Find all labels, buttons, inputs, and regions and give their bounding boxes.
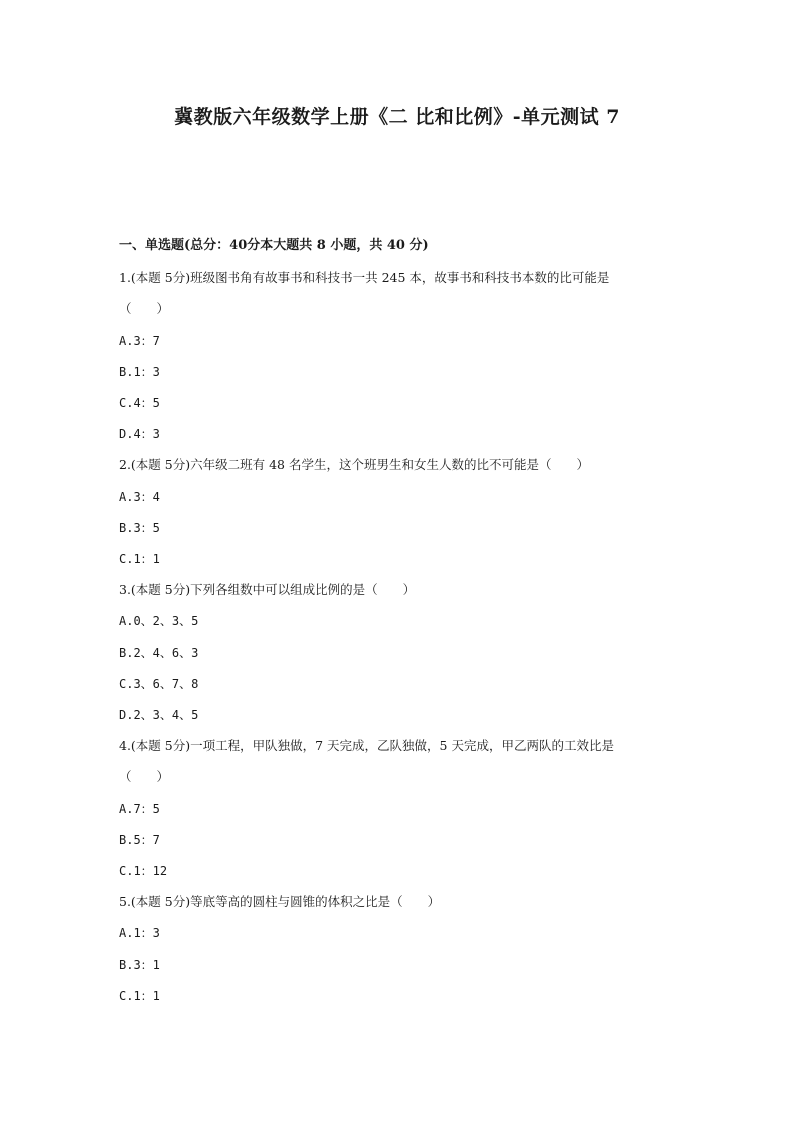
question-4-option-c: C.1：12 (119, 864, 168, 878)
question-5-stem: 5.(本题 5分)等底等高的圆柱与圆锥的体积之比是（ ） (119, 894, 441, 909)
document-title: 冀教版六年级数学上册《二 比和比例》-单元测试 7 (174, 106, 620, 128)
question-4-option-a: A.7：5 (119, 802, 160, 816)
question-1-option-c: C.4：5 (119, 396, 160, 410)
section-heading: 一、单选题(总分：40分本大题共 8 小题，共 40 分) (119, 238, 429, 253)
question-2-stem: 2.(本题 5分)六年级二班有 48 名学生，这个班男生和女生人数的比不可能是（ ） (119, 457, 589, 472)
question-5-option-a: A.1：3 (119, 926, 160, 940)
question-2-option-b: B.3：5 (119, 521, 160, 535)
question-1-option-a: A.3：7 (119, 334, 160, 348)
question-5-option-c: C.1：1 (119, 989, 160, 1003)
question-3-option-a: A.0、2、3、5 (119, 614, 199, 628)
question-1-option-d: D.4：3 (119, 427, 160, 441)
question-3-option-c: C.3、6、7、8 (119, 677, 199, 691)
question-1-stem: 1.(本题 5分)班级图书角有故事书和科技书一共 245 本，故事书和科技书本数的比可能是 (119, 270, 610, 285)
question-4-stem-continued: （ ） (119, 769, 170, 784)
question-4-option-b: B.5：7 (119, 833, 160, 847)
question-5-option-b: B.3：1 (119, 958, 160, 972)
question-1-option-b: B.1：3 (119, 365, 160, 379)
question-2-option-a: A.3：4 (119, 490, 160, 504)
question-3-option-d: D.2、3、4、5 (119, 708, 199, 722)
question-4-stem: 4.(本题 5分)一项工程，甲队独做，7 天完成，乙队独做，5 天完成，甲乙两队的工效比是 (119, 738, 614, 753)
question-3-stem: 3.(本题 5分)下列各组数中可以组成比例的是（ ） (119, 582, 416, 597)
question-3-option-b: B.2、4、6、3 (119, 646, 199, 660)
question-2-option-c: C.1：1 (119, 552, 160, 566)
question-1-stem-continued: （ ） (119, 301, 170, 316)
